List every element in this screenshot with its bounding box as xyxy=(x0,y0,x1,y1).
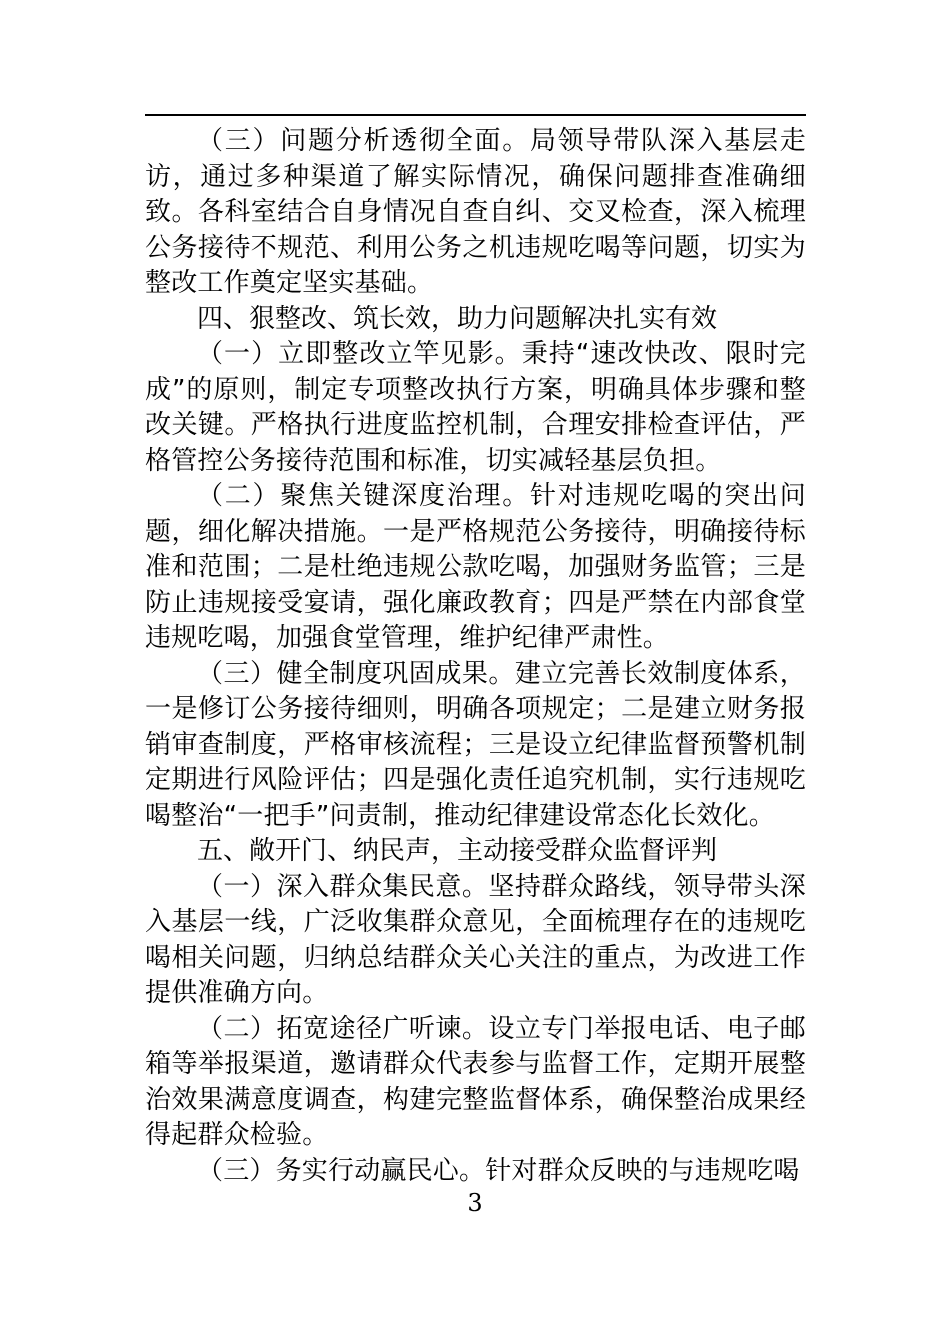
paragraph: （二）聚焦关键深度治理。针对违规吃喝的突出问题，细化解决措施。一是严格规范公务接待，明确接待标准和范围；二是杜绝违规公款吃喝，加强财务监管；三是防止违规接受宴请，强化廉政教育；四是严禁在内部食堂违规吃喝，加强食堂管理，维护纪律严肃性。 xyxy=(145,481,806,653)
section-heading: 四、狠整改、筑长效，助力问题解决扎实有效 xyxy=(197,303,718,334)
paragraph: （三）务实行动赢民心。针对群众反映的与违规吃喝 xyxy=(197,1155,800,1186)
paragraph: （三）健全制度巩固成果。建立完善长效制度体系，一是修订公务接待细则，明确各项规定；二是建立财务报销审查制度，严格审核流程；三是设立纪律监督预警机制定期进行风险评估；四是强化责任追究机制，实行违规吃喝整治“一把手”问责制，推动纪律建设常态化长效化。 xyxy=(145,658,806,831)
paragraph: （一）立即整改立竿见影。秉持“速改快改、限时完成”的原则，制定专项整改执行方案，明确具体步骤和整改关键。严格执行进度监控机制，合理安排检查评估，严格管控公务接待范围和标准，切实减轻基层负担。 xyxy=(145,339,806,476)
document-body xyxy=(145,124,806,1189)
page-number: 3 xyxy=(467,1189,483,1217)
paragraph: （二）拓宽途径广听谏。设立专门举报电话、电子邮箱等举报渠道，邀请群众代表参与监督工作，定期开展整治效果满意度调查，构建完整监督体系，确保整治成果经得起群众检验。 xyxy=(145,1013,806,1150)
paragraph: （三）问题分析透彻全面。局领导带队深入基层走访，通过多种渠道了解实际情况，确保问题排查准确细致。各科室结合自身情况自查自纠、交叉检查，深入梳理公务接待不规范、利用公务之机违规吃喝等问题，切实为整改工作奠定坚实基础。 xyxy=(145,126,806,298)
section-heading: 五、敞开门、纳民声，主动接受群众监督评判 xyxy=(197,836,718,866)
paragraph: （一）深入群众集民意。坚持群众路线，领导带头深入基层一线，广泛收集群众意见，全面梳理存在的违规吃喝相关问题，归纳总结群众关心关注的重点，为改进工作提供准确方向。 xyxy=(145,871,806,1008)
header-rule xyxy=(145,114,806,116)
